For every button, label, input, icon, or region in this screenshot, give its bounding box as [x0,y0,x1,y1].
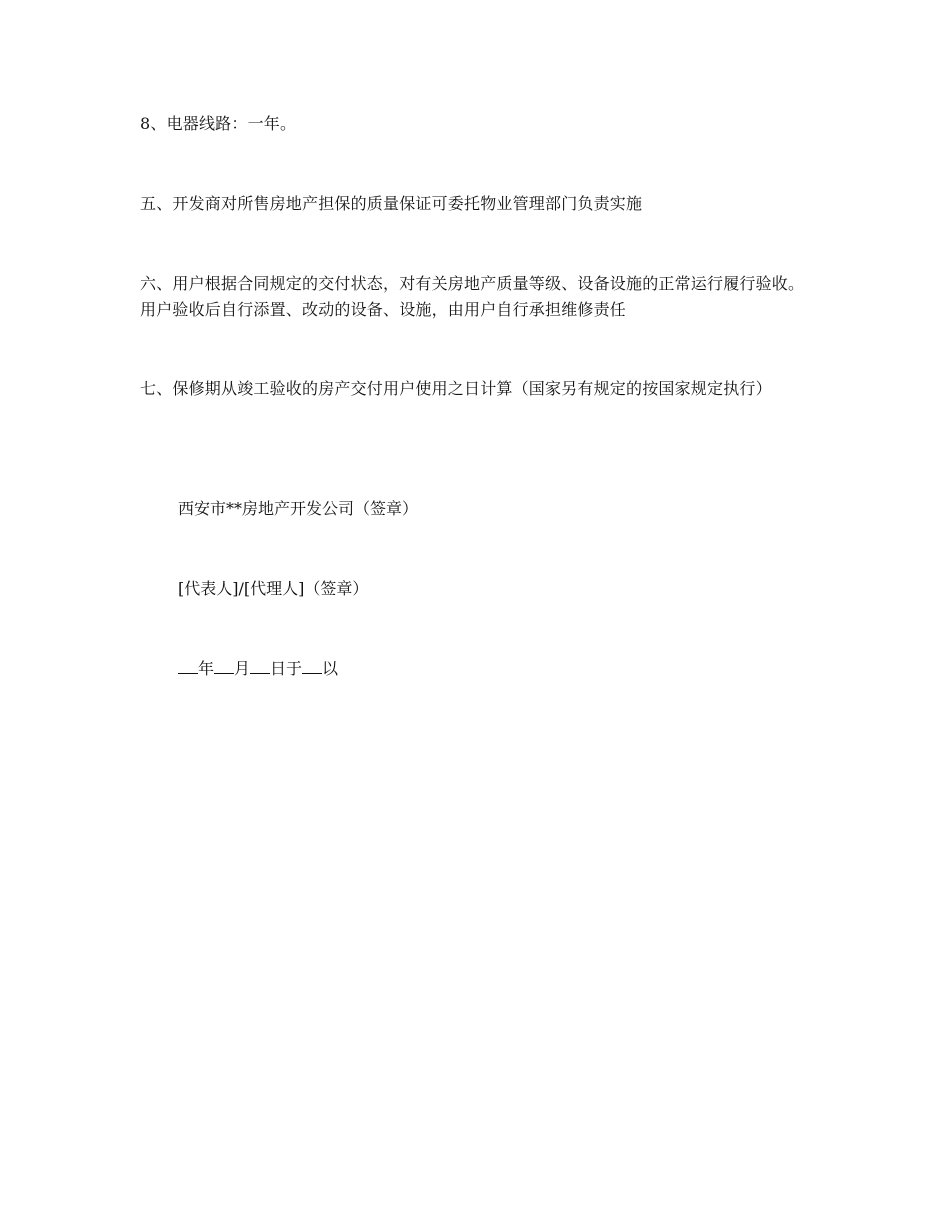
date-blank-year [178,657,198,674]
signature-representative: [代表人]/[代理人]（签章） [178,579,369,598]
date-blank-place [302,657,322,674]
date-blank-month [214,657,234,674]
paragraph-section-six: 六、用户根据合同规定的交付状态，对有关房地产质量等级、设备设施的正常运行履行验收。用户验收后自行添置、改动的设备、设施，由用户自行承担维修责任 [140,274,805,319]
date-month-label: 月 [234,659,251,678]
date-day-label: 日于 [270,659,303,678]
signature-date-line [178,656,338,682]
paragraph-section-five: 五、开发商对所售房地产担保的质量保证可委托物业管理部门负责实施 [140,194,643,213]
date-year-label: 年 [198,659,215,678]
paragraph-section-seven: 七、保修期从竣工验收的房产交付用户使用之日计算（国家另有规定的按国家规定执行） [140,379,772,398]
paragraph-electrical-wiring: 8、电器线路：一年。 [140,114,297,133]
date-suffix-label: 以 [322,659,339,678]
date-blank-day [250,657,270,674]
signature-company: 西安市**房地产开发公司（签章） [178,499,419,518]
